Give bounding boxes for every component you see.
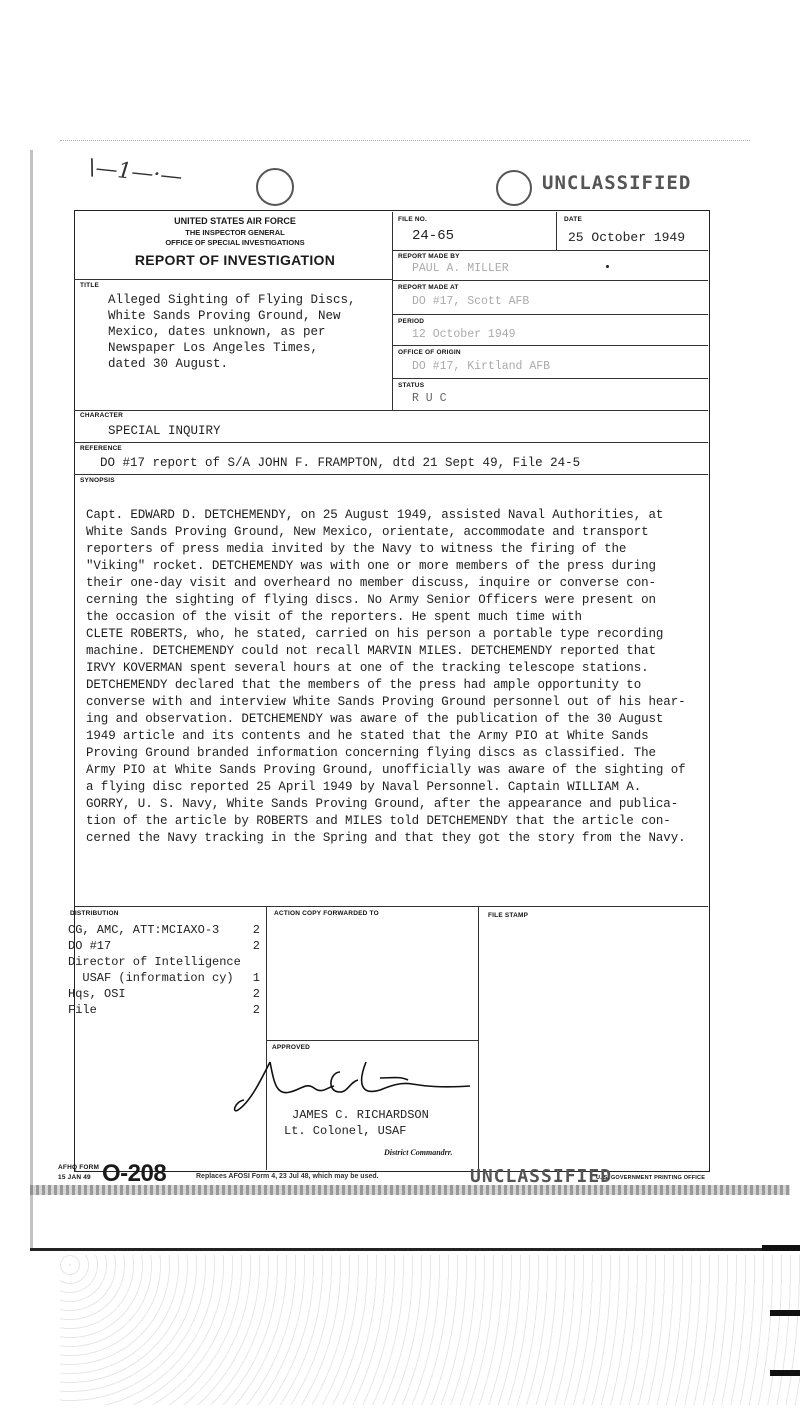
replaces-note: Replaces AFOSI Form 4, 23 Jul 48, which may be used. <box>196 1173 379 1180</box>
scan-top-noise <box>60 140 750 149</box>
header-org-block <box>80 216 390 268</box>
synopsis-line: CLETE ROBERTS, who, he stated, carried on his person a portable type recording <box>86 627 664 641</box>
form-label-2: 15 JAN 49 <box>58 1174 91 1181</box>
report-made-at-label: REPORT MADE AT <box>398 284 459 291</box>
synopsis-line: Proving Ground branded information concerning flying discs as classified. The <box>86 746 656 760</box>
distribution-count: 2 <box>252 1003 260 1017</box>
office-of-origin-value: DO #17, Kirtland AFB <box>412 360 551 373</box>
distribution-count: 1 <box>252 971 260 985</box>
distribution-row <box>68 938 260 954</box>
approver-title: District Commandrr. <box>384 1148 453 1157</box>
synopsis-line: tion of the article by ROBERTS and MILES told DETCHEMENDY that the article con- <box>86 814 671 828</box>
file-stamp-label: FILE STAMP <box>488 912 529 919</box>
classification-stamp-top: UNCLASSIFIED <box>542 172 692 194</box>
synopsis-line: DETCHEMENDY declared that the members of the press had ample opportunity to <box>86 678 642 692</box>
distribution-name: USAF (information cy) <box>68 971 234 985</box>
distribution-row <box>68 954 260 970</box>
distribution-name: File <box>68 1003 97 1017</box>
period-label: PERIOD <box>398 318 425 325</box>
file-no-label: FILE NO. <box>398 216 428 223</box>
synopsis-line: ing and observation. DETCHEMENDY was aware of the publication of the 30 August <box>86 712 664 726</box>
title-line: White Sands Proving Ground, New <box>108 309 341 323</box>
classification-stamp-bottom: UNCLASSIFIED <box>470 1166 613 1187</box>
printing-office: U. S. GOVERNMENT PRINTING OFFICE <box>596 1175 706 1181</box>
right-col-divider <box>392 212 393 410</box>
synopsis-line: IRVY KOVERMAN spent several hours at one of the tracking telescope stations. <box>86 661 649 675</box>
character-label: CHARACTER <box>80 412 123 419</box>
title-line: Alleged Sighting of Flying Discs, <box>108 293 356 307</box>
form-label-1: AFHQ FORM <box>58 1164 100 1171</box>
org-line-2: THE INSPECTOR GENERAL <box>185 228 285 237</box>
org-line-1: UNITED STATES AIR FORCE <box>174 216 296 226</box>
status-value: R U C <box>412 392 447 405</box>
approver-rank: Lt. Colonel, USAF <box>284 1124 407 1138</box>
dist-divider <box>266 906 267 1170</box>
right-edge-mark-1 <box>762 1245 800 1251</box>
rule-distribution <box>74 906 708 907</box>
report-made-by-label: REPORT MADE BY <box>398 253 460 260</box>
synopsis-line: "Viking" rocket. DETCHEMENDY was with one or more members of the press during <box>86 559 656 573</box>
rule-status <box>74 410 708 411</box>
file-no-value: 24-65 <box>412 228 455 244</box>
synopsis-line: cerned the Navy tracking in the Spring and that they got the story from the Navy. <box>86 831 686 845</box>
date-divider <box>556 212 557 250</box>
dot-mark <box>606 265 609 268</box>
distribution-name: Director of Intelligence <box>68 955 241 969</box>
distribution-row <box>68 1002 260 1018</box>
top-scrawl: \—1—·— <box>86 155 184 190</box>
rule-period <box>392 345 708 346</box>
status-label: STATUS <box>398 382 425 389</box>
rule-reference <box>74 474 708 475</box>
approved-label: APPROVED <box>272 1044 311 1051</box>
reference-label: REFERENCE <box>80 445 122 452</box>
synopsis-label: SYNOPSIS <box>80 477 115 484</box>
rule-filno <box>392 250 708 251</box>
distribution-row <box>68 970 260 986</box>
reference-value: DO #17 report of S/A JOHN F. FRAMPTON, dtd 21 Sept 49, File 24-5 <box>100 456 581 470</box>
distribution-count: 2 <box>252 939 260 953</box>
synopsis-line: machine. DETCHEMENDY could not recall MARVIN MILES. DETCHEMENDY reported that <box>86 644 656 658</box>
distribution-name: CG, AMC, ATT:MCIAXO-3 <box>68 923 220 937</box>
title-line: Mexico, dates unknown, as per <box>108 325 326 339</box>
org-line-3: OFFICE OF SPECIAL INVESTIGATIONS <box>165 238 305 247</box>
approver-name: JAMES C. RICHARDSON <box>292 1108 429 1122</box>
synopsis-line: the occasion of the visit of the reporters. He spent much time with <box>86 610 582 624</box>
rule-origin <box>392 378 708 379</box>
title-line: dated 30 August. <box>108 357 229 371</box>
title-block <box>108 292 356 372</box>
distribution-name: Hqs, OSI <box>68 987 126 1001</box>
right-edge-mark-2 <box>770 1310 800 1316</box>
punch-hole-right <box>496 170 532 206</box>
rule-approved <box>266 1040 478 1041</box>
character-value: SPECIAL INQUIRY <box>108 424 221 438</box>
action-copy-label: ACTION COPY FORWARDED TO <box>274 910 379 917</box>
stamp-divider <box>478 906 479 1170</box>
synopsis-line: GORRY, U. S. Navy, White Sands Proving Ground, after the appearance and publica- <box>86 797 679 811</box>
date-value: 25 October 1949 <box>568 230 686 245</box>
synopsis-line: converse with and interview White Sands Proving Ground personnel out of his hear- <box>86 695 686 709</box>
rule-character <box>74 442 708 443</box>
distribution-row <box>68 986 260 1002</box>
report-made-by-value: PAUL A. MILLER <box>412 262 509 275</box>
distribution-list <box>68 922 260 1018</box>
report-made-at-value: DO #17, Scott AFB <box>412 295 530 308</box>
right-edge-mark-3 <box>770 1370 800 1376</box>
distribution-count: 2 <box>252 923 260 937</box>
title-line: Newspaper Los Angeles Times, <box>108 341 319 355</box>
synopsis-line: cerning the sighting of flying discs. No Army Senior Officers were present on <box>86 593 656 607</box>
synopsis-line: White Sands Proving Ground, New Mexico, orientate, accommodate and transport <box>86 525 649 539</box>
synopsis-line: Army PIO at White Sands Proving Ground, unofficially was aware of the sighting of <box>86 763 686 777</box>
period-value: 12 October 1949 <box>412 328 516 341</box>
scan-edge-left <box>30 150 33 1250</box>
report-title: REPORT OF INVESTIGATION <box>134 252 336 268</box>
title-label: TITLE <box>80 282 100 289</box>
synopsis-line: reporters of press media invited by the Navy to witness the firing of the <box>86 542 627 556</box>
rule-madeat <box>392 314 708 315</box>
distribution-row <box>68 922 260 938</box>
synopsis-line: Capt. EDWARD D. DETCHEMENDY, on 25 August 1949, assisted Naval Authorities, at <box>86 508 664 522</box>
distribution-label: DISTRIBUTION <box>70 910 119 917</box>
rule-madeby <box>392 280 708 281</box>
distribution-count: 2 <box>252 987 260 1001</box>
form-number: O-208 <box>102 1160 167 1187</box>
punch-hole-left <box>256 168 294 206</box>
synopsis-line: a flying disc reported 25 April 1949 by Naval Personnel. Captain WILLIAM A. <box>86 780 642 794</box>
synopsis-line: their one-day visit and overheard no member discuss, inquire or converse con- <box>86 576 656 590</box>
distribution-name: DO #17 <box>68 939 112 953</box>
scan-bottom-speckle <box>60 1255 800 1405</box>
office-of-origin-label: OFFICE OF ORIGIN <box>398 349 461 356</box>
rule-title-top <box>74 279 392 280</box>
synopsis-line: 1949 article and its contents and he stated that the Army PIO at White Sands <box>86 729 649 743</box>
scan-bottom-bar <box>30 1248 800 1251</box>
date-label: DATE <box>564 216 583 223</box>
